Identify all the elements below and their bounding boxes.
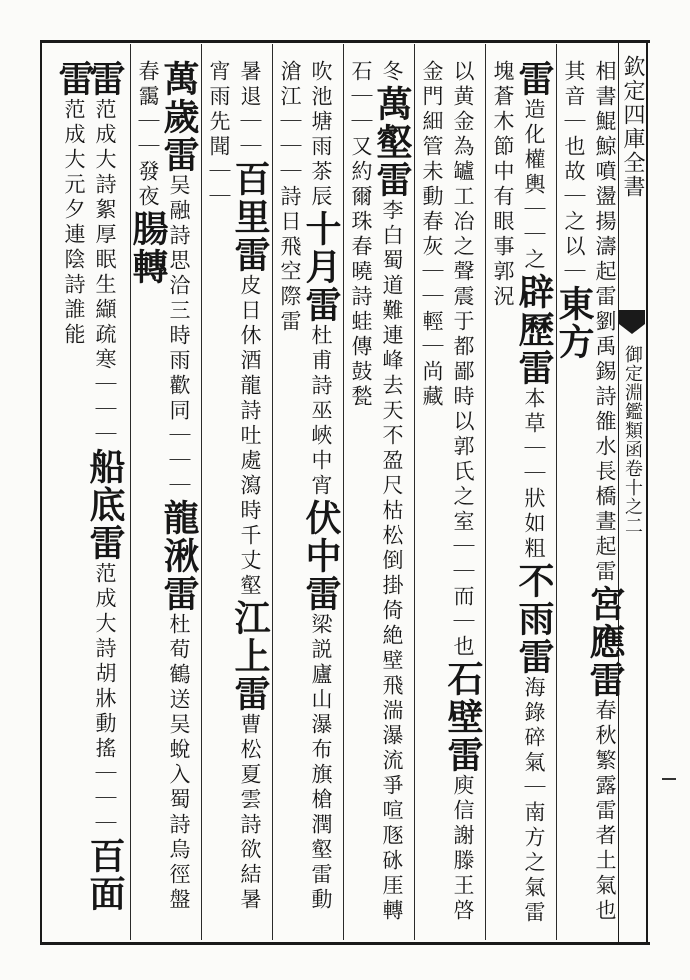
- entry-heading: 宮應雷: [584, 585, 626, 699]
- entry-citation: 動滄江｜｜｜: [278, 60, 333, 913]
- fishtail-mark: [619, 310, 645, 324]
- entry-citation: 曹松夏雲詩欲結暑: [238, 713, 262, 913]
- entry-heading: 百面雷: [53, 60, 126, 913]
- entry-heading: 不雨雷: [513, 562, 555, 676]
- entry-heading: 雷: [513, 60, 555, 98]
- entry-citation: 詩日飛空際雷: [278, 185, 302, 335]
- fishtail-mark-tail: [619, 324, 645, 334]
- entry-citation: 冬: [380, 60, 404, 85]
- entry-citation: 塊蒼木節中有眼: [491, 60, 515, 235]
- text-column-2: [487, 60, 555, 930]
- column-divider: [414, 44, 415, 940]
- entry-citation: 杜荀鶴送吴蛻入蜀詩烏: [167, 613, 191, 863]
- banner-title: 欽定四庫全書: [620, 55, 645, 199]
- entry-citation: 以黄金為罏工冶之聲震于都: [451, 60, 475, 360]
- entry-citation: 動搖｜｜｜: [93, 712, 117, 837]
- entry-heading: 龍湫雷: [158, 499, 200, 613]
- entry-citation: 杜甫詩巫峽中宵: [309, 324, 333, 499]
- entry-citation: 造化權輿｜｜之: [522, 98, 546, 273]
- frame-right-edge: [646, 42, 648, 942]
- entry-heading: 百里雷: [229, 160, 271, 274]
- entry-citation: 梁説廬山瀑布: [309, 613, 333, 763]
- text-column-1: [553, 60, 626, 930]
- text-column-8: [53, 60, 126, 930]
- entry-citation: 范成大詩絮厚眠: [93, 98, 117, 273]
- entry-citation: 吹池塘雨茶辰: [309, 60, 333, 210]
- text-column-7: [127, 60, 200, 930]
- entry-citation: 范成大元夕: [62, 98, 86, 223]
- entry-citation: 雨歡同｜｜｜: [167, 349, 191, 499]
- entry-citation: 相書鯤鯨噴盪揚濤起雷劉: [593, 60, 617, 335]
- entry-heading: 萬壑雷: [371, 85, 413, 199]
- entry-citation: 本草｜｜狀如粗: [522, 387, 546, 562]
- entry-citation: 連陰詩誰能: [62, 223, 86, 348]
- text-column-5: [274, 60, 342, 930]
- column-divider: [201, 44, 202, 940]
- entry-citation: 瀑流爭喧豗砯厓轉石｜｜又約爾珠春曉詩蛙傳鼓: [349, 60, 404, 924]
- entry-citation: 海錄碎: [522, 676, 546, 751]
- entry-heading: 石壁雷: [442, 660, 484, 774]
- entry-citation: 事郭況: [491, 235, 515, 310]
- entry-citation: 瀉時千丈壑: [238, 474, 262, 599]
- entry-citation: 庾信謝滕王啓金門細管: [420, 60, 475, 924]
- text-column-6: [203, 60, 271, 930]
- column-divider: [130, 44, 131, 940]
- entry-citation: 未動春灰｜｜輕｜尚藏: [420, 160, 444, 410]
- entry-citation: 范成大詩胡牀: [93, 562, 117, 712]
- entry-citation: 其音｜也故｜之以｜: [562, 60, 586, 285]
- column-divider: [343, 44, 344, 940]
- entry-citation: 暑退｜｜: [238, 60, 262, 160]
- banner-subtitle: 御定淵鑑類函卷十之二: [622, 345, 643, 535]
- entry-heading: 東方: [553, 285, 595, 361]
- entry-citation: 禹錫詩雒水長橋晝起雷: [593, 335, 617, 585]
- entry-citation: 徑盤春靄｜｜發夜: [136, 60, 191, 913]
- margin-tick: [662, 778, 676, 780]
- entry-heading: 腸轉: [127, 210, 169, 286]
- entry-heading: 雷: [84, 60, 126, 98]
- entry-heading: 船底雷: [84, 448, 126, 562]
- entry-citation: 宵雨先聞｜｜: [207, 60, 231, 210]
- column-divider: [556, 44, 557, 940]
- entry-citation: 鄙時以郭氏之室｜｜而｜也: [451, 360, 475, 660]
- text-column-3: [416, 60, 484, 930]
- entry-heading: 十月雷: [300, 210, 342, 324]
- entry-heading: 萬歲雷: [158, 60, 200, 174]
- entry-citation: 氣｜南方之氣雷: [522, 751, 546, 926]
- entry-heading: 辟歷雷: [513, 273, 555, 387]
- entry-citation: 甃: [349, 385, 373, 410]
- text-column-4: [345, 60, 413, 930]
- entry-citation: 旗槍潤壑雷: [309, 763, 333, 888]
- entry-citation: 生纈疏寒｜｜｜: [93, 273, 117, 448]
- entry-citation: 李白蜀道難連峰去天不盈尺枯松倒掛倚絶壁飛湍: [380, 199, 404, 724]
- column-divider: [272, 44, 273, 940]
- entry-citation: 吴融詩思洽三時: [167, 174, 191, 349]
- column-divider: [485, 44, 486, 940]
- entry-citation: 皮日休酒龍詩吐處: [238, 274, 262, 474]
- entry-citation: 春秋繁露雷者土氣也: [593, 699, 617, 924]
- entry-heading: 江上雷: [229, 599, 271, 713]
- entry-heading: 伏中雷: [300, 499, 342, 613]
